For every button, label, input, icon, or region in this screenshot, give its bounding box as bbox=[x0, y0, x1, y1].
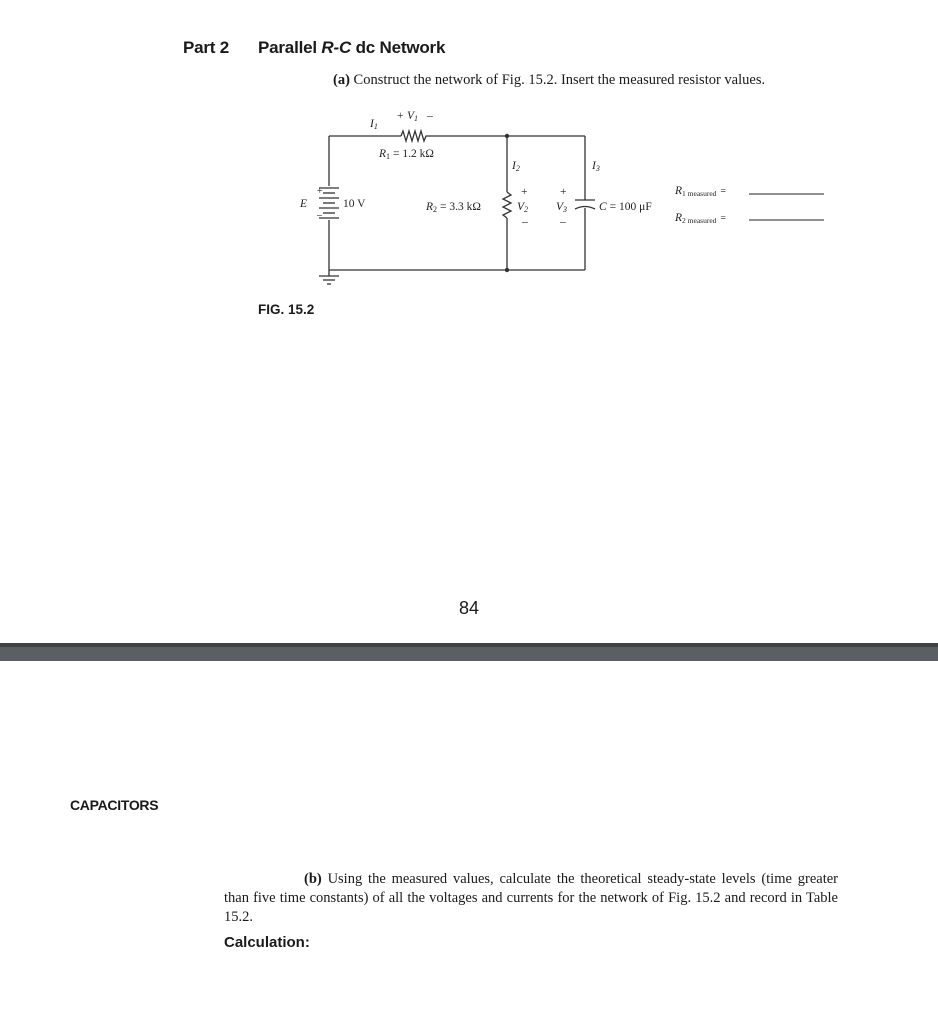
capacitor-symbol bbox=[575, 200, 595, 209]
part-title-suffix: dc Network bbox=[351, 38, 446, 57]
e-label: E bbox=[300, 198, 308, 210]
section-header: CAPACITORS bbox=[70, 797, 159, 813]
junction-top bbox=[505, 134, 509, 138]
r2-resistor bbox=[503, 192, 511, 218]
e-minus: – bbox=[317, 210, 322, 221]
r1-measured-label: R1 measured = bbox=[675, 185, 727, 198]
v2-plus: + bbox=[521, 186, 528, 198]
r1-label: R1 = 1.2 kΩ bbox=[379, 148, 434, 161]
part-title-italic: R-C bbox=[321, 38, 352, 57]
junction-bottom bbox=[505, 268, 509, 272]
part-title-prefix: Parallel bbox=[258, 38, 322, 57]
v1-label: V1 bbox=[407, 110, 419, 123]
v3-label: V3 bbox=[556, 201, 568, 214]
part-label: Part 2 bbox=[183, 38, 230, 57]
e-value: 10 V bbox=[343, 198, 366, 210]
document-page-next bbox=[0, 661, 938, 1024]
instruction-a-text: Construct the network of Fig. 15.2. Insert the measured resistor values. bbox=[349, 72, 766, 88]
r2-label: R2 = 3.3 kΩ bbox=[426, 201, 481, 214]
v3-minus: – bbox=[560, 216, 566, 228]
part-title bbox=[258, 38, 445, 58]
page-number: 84 bbox=[458, 598, 480, 618]
calculation-label: Calculation: bbox=[224, 934, 310, 951]
v2-minus: – bbox=[522, 216, 528, 228]
r1-resistor bbox=[401, 131, 428, 141]
v1-minus: – bbox=[427, 110, 433, 122]
i1-label: I1 bbox=[370, 118, 378, 131]
instruction-b-prefix: (b) bbox=[304, 871, 322, 887]
page-divider-shadow bbox=[0, 643, 938, 647]
instruction-a bbox=[333, 72, 765, 89]
e-plus: + bbox=[317, 186, 323, 197]
c-label: C = 100 μF bbox=[599, 201, 652, 213]
ground-symbol bbox=[319, 276, 339, 284]
v2-label: V2 bbox=[517, 201, 529, 214]
circuit-diagram bbox=[260, 100, 860, 290]
instruction-b bbox=[224, 870, 838, 927]
instruction-b-text: Using the measured values, calculate the theoretical steady-state levels (time greater than five time constants) of all the voltages and currents for the network of Fig. 15.2 and record in Table 15.2. bbox=[224, 871, 838, 925]
i2-label: I2 bbox=[512, 160, 520, 173]
v1-plus: + bbox=[397, 110, 404, 122]
i3-label: I3 bbox=[592, 160, 600, 173]
r2-measured-label: R2 measured = bbox=[675, 212, 727, 225]
figure-label: FIG. 15.2 bbox=[258, 302, 315, 317]
v3-plus: + bbox=[560, 186, 567, 198]
instruction-a-prefix: (a) bbox=[333, 72, 350, 88]
